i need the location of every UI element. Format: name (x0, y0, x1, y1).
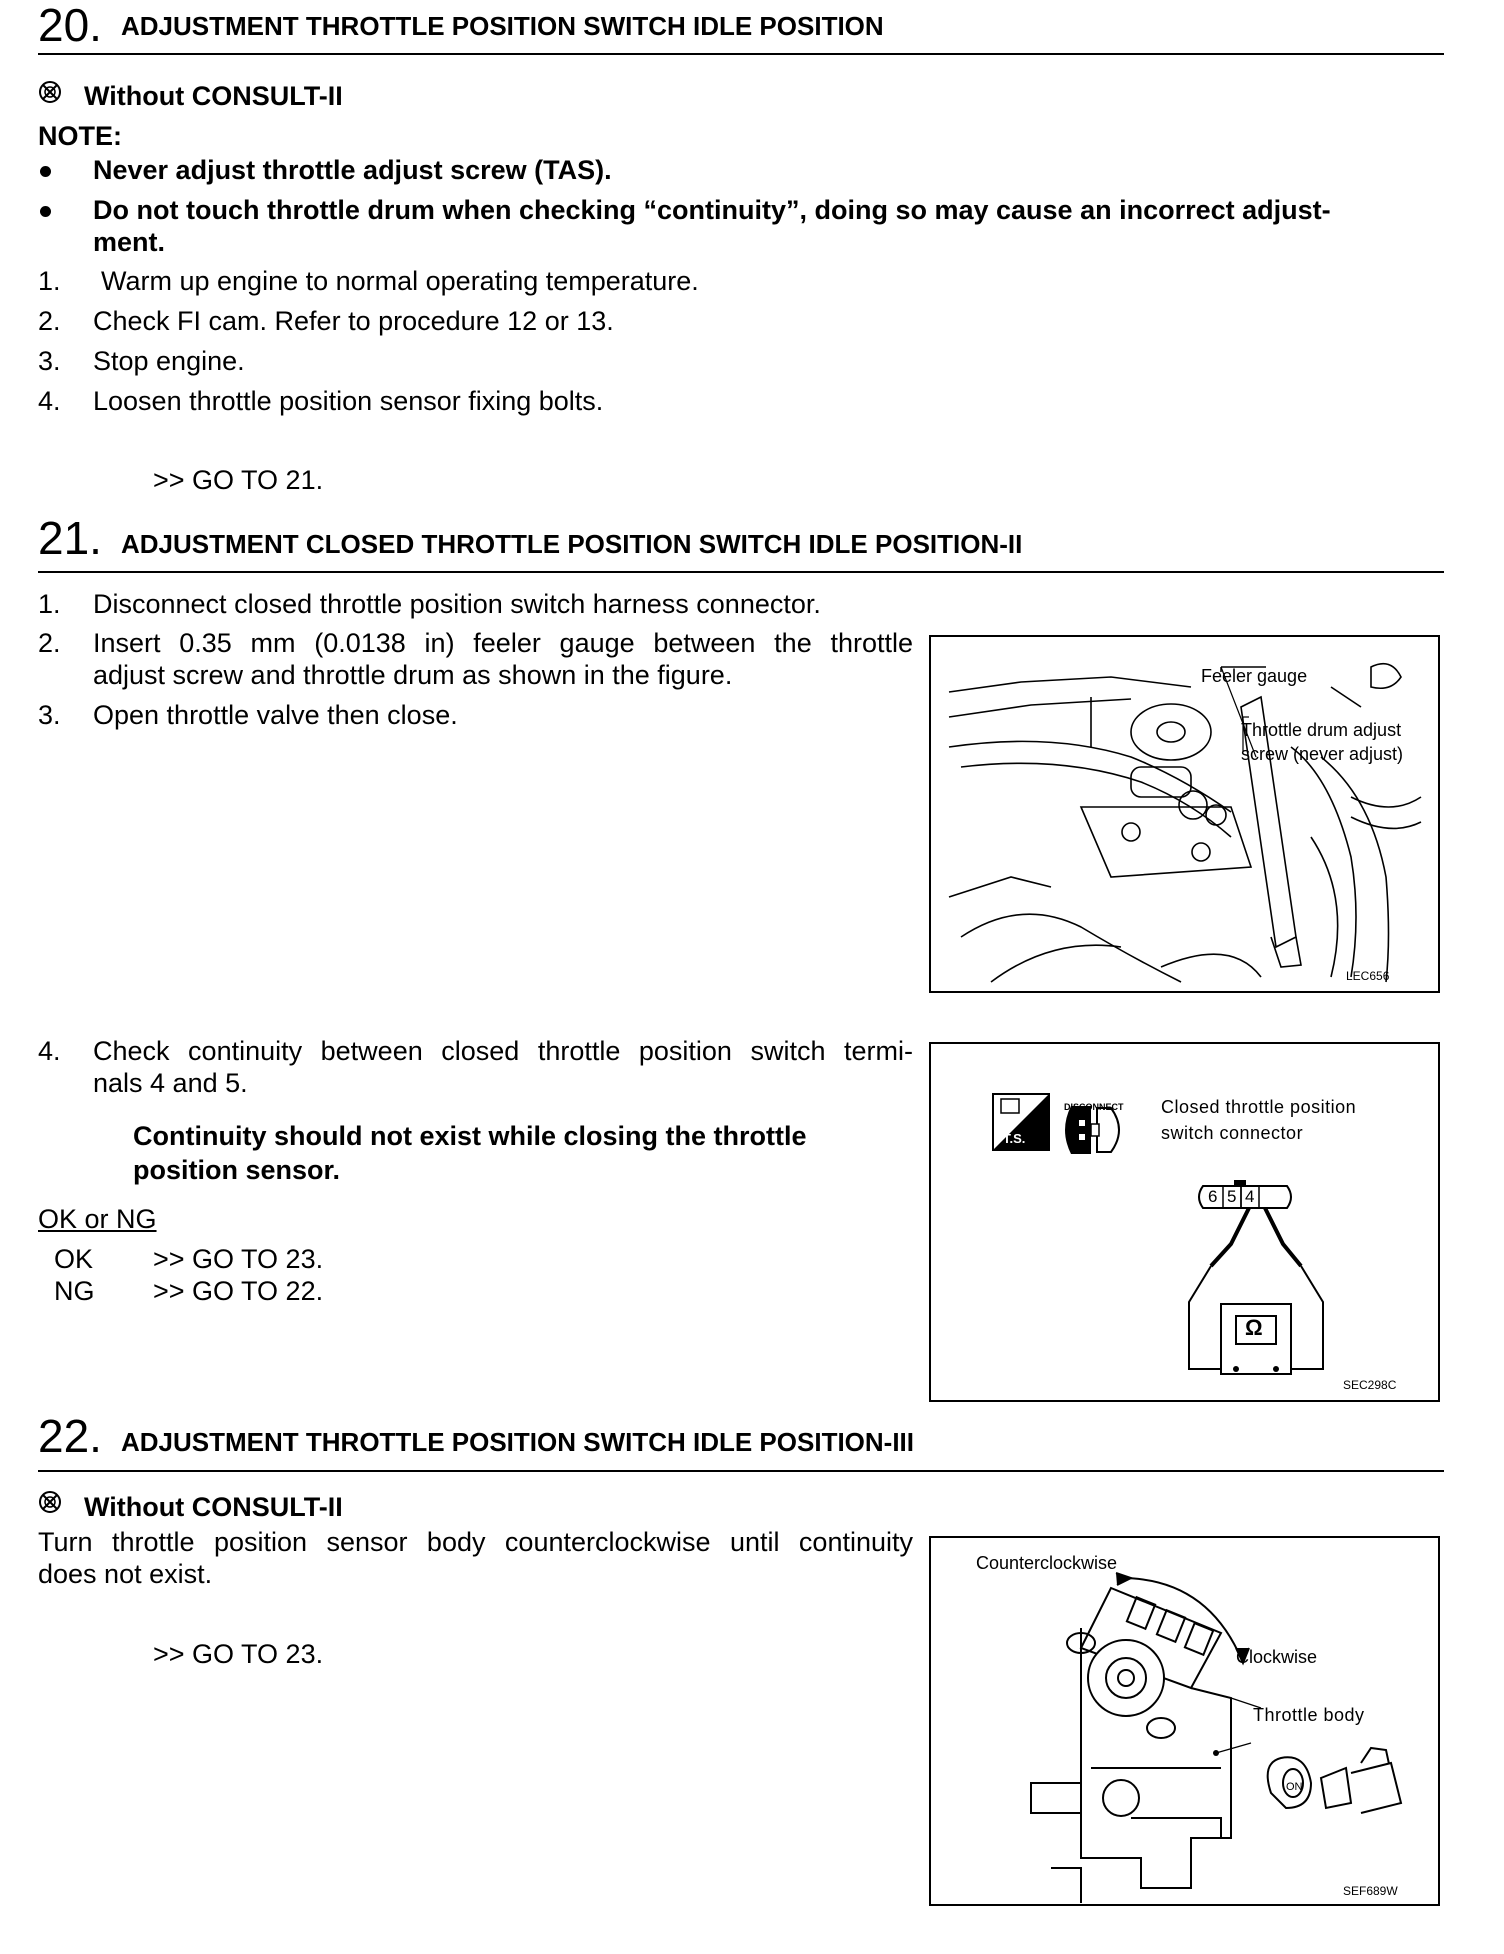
section-22-title: ADJUSTMENT THROTTLE POSITION SWITCH IDLE POSITION-III (121, 1427, 914, 1457)
figure-code: LEC656 (1346, 969, 1390, 983)
connector-label-cont: switch connector (1161, 1123, 1304, 1143)
no-consult-icon (38, 80, 62, 104)
step-number: 2. (38, 628, 61, 658)
section-21-title: ADJUSTMENT CLOSED THROTTLE POSITION SWITCH IDLE POSITION-II (121, 529, 1023, 559)
connector-label: Closed throttle position (1161, 1097, 1357, 1117)
pin-6-label: 6 (1208, 1187, 1218, 1206)
step-number: 3. (38, 700, 61, 730)
without-consult-label: Without CONSULT-II (84, 81, 343, 111)
step-number: 3. (38, 346, 61, 376)
note-2: Do not touch throttle drum when checking “continuity”, doing so may cause an incorrect adjust- (93, 195, 1331, 225)
section-20-rule (38, 53, 1444, 55)
bullet (40, 166, 51, 177)
section-20-title: ADJUSTMENT THROTTLE POSITION SWITCH IDLE POSITION (121, 11, 884, 41)
on-label: ON (1286, 1781, 1303, 1793)
step-number: 4. (38, 1036, 61, 1066)
body-text: Turn throttle position sensor body counterclockwise until continuity (38, 1527, 913, 1557)
figure-code: SEF689W (1343, 1884, 1398, 1898)
pin-4-label: 4 (1245, 1187, 1255, 1206)
goto-link: >> GO TO 23. (153, 1639, 324, 1669)
step-text: Stop engine. (93, 346, 245, 376)
step-text: Loosen throttle position sensor fixing bolts. (93, 386, 604, 416)
section-22-rule (38, 1470, 1444, 1472)
pin-5-label: 5 (1227, 1187, 1237, 1206)
ohm-symbol: Ω (1245, 1315, 1263, 1340)
step-text-cont: nals 4 and 5. (93, 1068, 248, 1098)
bullet (40, 206, 51, 217)
ok-key: OK (54, 1244, 94, 1274)
throttle-drum-label: Throttle drum adjust (1241, 720, 1402, 740)
figure-continuity-check (929, 1042, 1440, 1402)
throttle-body-label: Throttle body (1253, 1705, 1365, 1725)
section-22-number: 22. (38, 1410, 102, 1462)
ts-label: T.S. (1003, 1131, 1026, 1146)
note-1: Never adjust throttle adjust screw (TAS). (93, 155, 612, 185)
figure-feeler-gauge (929, 635, 1440, 993)
figure-throttle-body (929, 1536, 1440, 1906)
step-text: Check FI cam. Refer to procedure 12 or 13. (93, 306, 614, 336)
step-text: Open throttle valve then close. (93, 700, 458, 730)
step-text: Warm up engine to normal operating temperature. (101, 266, 699, 296)
spec-text: Continuity should not exist while closing the throttle (133, 1121, 807, 1151)
step-number: 1. (38, 589, 61, 619)
body-text-cont: does not exist. (38, 1559, 213, 1589)
section-21-number: 21. (38, 512, 102, 564)
spec-text-cont: position sensor. (133, 1155, 341, 1185)
goto-link: >> GO TO 21. (153, 465, 324, 495)
section-21-rule (38, 571, 1444, 573)
ng-key: NG (54, 1276, 95, 1306)
no-consult-icon (38, 1490, 62, 1514)
step-text: Insert 0.35 mm (0.0138 in) feeler gauge between the throttle (93, 628, 913, 658)
note-2-cont: ment. (93, 227, 166, 257)
figure-code: SEC298C (1343, 1378, 1397, 1392)
section-20-number: 20. (38, 0, 102, 51)
note-label: NOTE: (38, 121, 122, 151)
ok-goto: >> GO TO 23. (153, 1244, 324, 1274)
step-number: 2. (38, 306, 61, 336)
throttle-drum-label-cont: screw (never adjust) (1241, 744, 1404, 764)
feeler-gauge-label: Feeler gauge (1201, 666, 1308, 686)
step-text: Disconnect closed throttle position switch harness connector. (93, 589, 821, 619)
ok-or-ng-label: OK or NG (38, 1204, 157, 1234)
step-number: 1. (38, 266, 61, 296)
step-number: 4. (38, 386, 61, 416)
ng-goto: >> GO TO 22. (153, 1276, 324, 1306)
feeler-gauge-illustration (931, 637, 1438, 991)
step-text-cont: adjust screw and throttle drum as shown in the figure. (93, 660, 733, 690)
disconnect-label: DISCONNECT (1064, 1102, 1124, 1112)
clockwise-label: Clockwise (1236, 1647, 1318, 1667)
without-consult-label: Without CONSULT-II (84, 1492, 343, 1522)
counterclockwise-label: Counterclockwise (976, 1553, 1118, 1573)
step-text: Check continuity between closed throttle position switch termi- (93, 1036, 913, 1066)
